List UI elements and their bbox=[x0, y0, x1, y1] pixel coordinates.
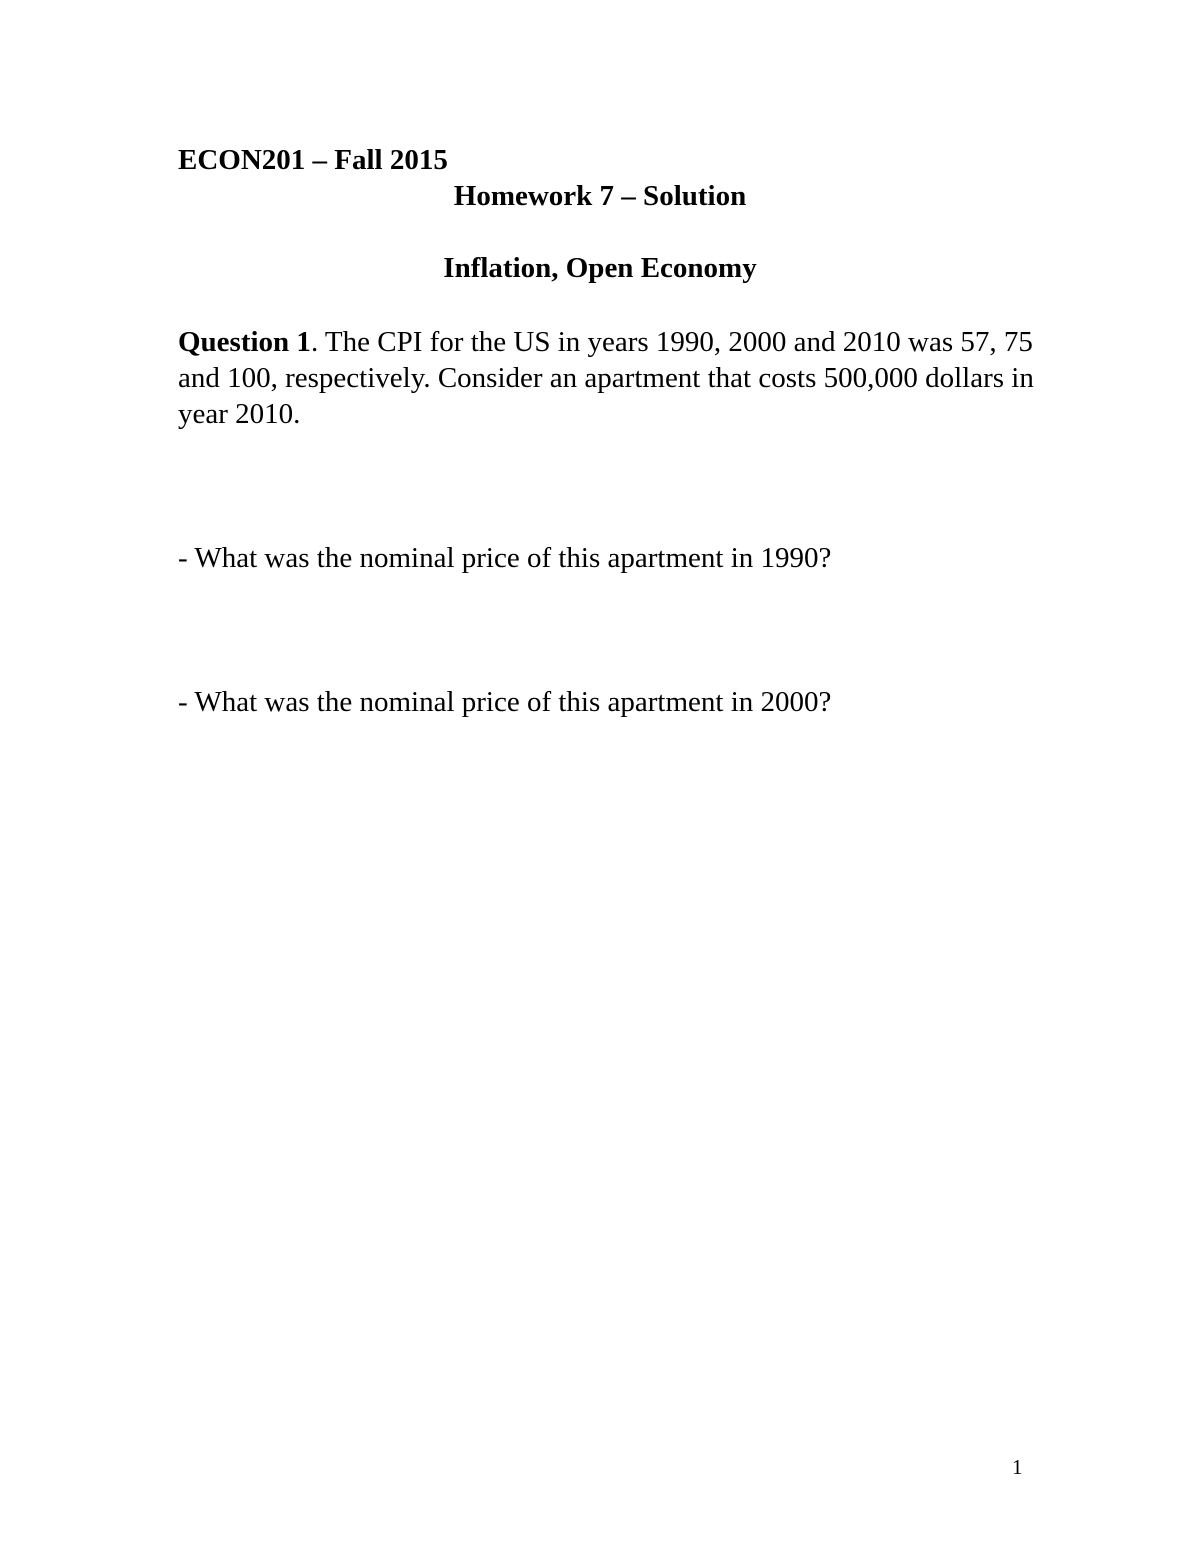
sub-question-2000: - What was the nominal price of this apartment in 2000? bbox=[178, 686, 832, 718]
course-heading: ECON201 – Fall 2015 bbox=[178, 144, 448, 176]
topic-title: Inflation, Open Economy bbox=[443, 252, 757, 284]
question-1 bbox=[178, 324, 1038, 432]
sub-question-1990: - What was the nominal price of this apartment in 1990? bbox=[178, 542, 832, 574]
homework-title: Homework 7 – Solution bbox=[453, 180, 747, 212]
question-1-label: Question 1 bbox=[178, 326, 311, 358]
question-1-text: . The CPI for the US in years 1990, 2000 and 2010 was 57, 75 and 100, respectively. Consider an apartment that costs 500,000 dollars in year 2010. bbox=[178, 326, 1034, 430]
page-number: 1 bbox=[1012, 1455, 1023, 1479]
